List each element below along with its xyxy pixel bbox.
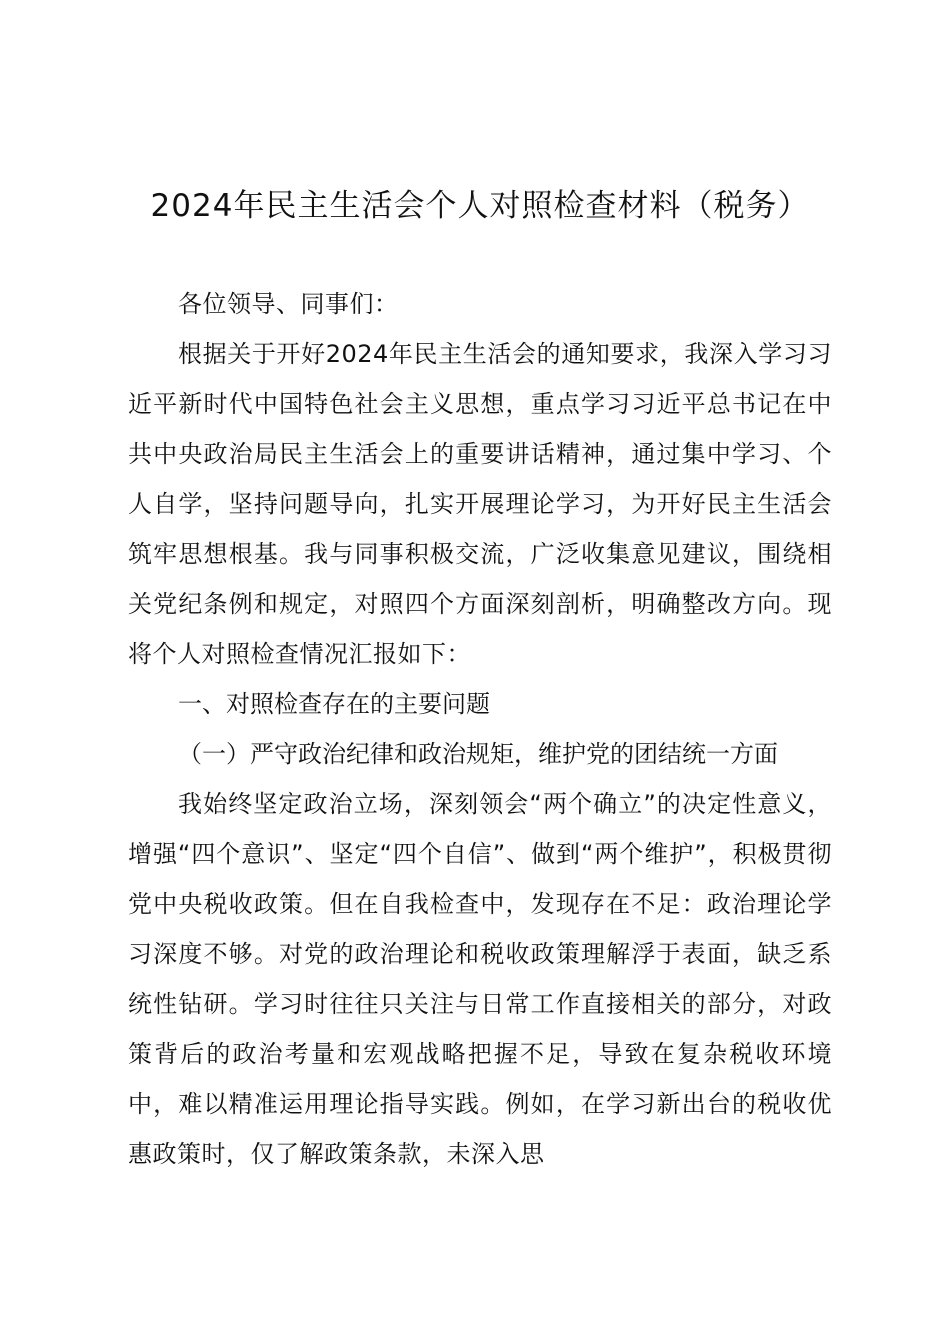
section-heading: 一、对照检查存在的主要问题 [178, 690, 490, 718]
subsection-heading: （一）严守政治纪律和政治规矩，维护党的团结统一方面 [178, 740, 778, 768]
salutation: 各位领导、同事们： [178, 290, 399, 318]
body-paragraph: 我始终坚定政治立场，深刻领会“两个确立”的决定性意义，增强“四个意识”、坚定“四个自信”、做到“两个维护”，积极贯彻党中央税收政策。但在自我检查中，发现存在不足：政治理论学习深度不够。对党的政治理论和税收政策理解浮于表面，缺乏系统性钻研。学习时往往只关注与日常工作直接相关的部分，对政策背后的政治考量和宏观战略把握不足，导致在复杂税收环境中，难以精准运用理论指导实践。例如，在学习新出台的税收优惠政策时，仅了解政策条款，未深入思 [128, 790, 832, 1168]
intro-paragraph: 根据关于开好2024年民主生活会的通知要求，我深入学习习近平新时代中国特色社会主义思想，重点学习习近平总书记在中共中央政治局民主生活会上的重要讲话精神，通过集中学习、个人自学，坚持问题导向，扎实开展理论学习，为开好民主生活会筑牢思想根基。我与同事积极交流，广泛收集意见建议，围绕相关党纪条例和规定，对照四个方面深刻剖析，明确整改方向。现将个人对照检查情况汇报如下： [128, 340, 832, 668]
document-body [128, 279, 832, 1179]
document-title: 2024年民主生活会个人对照检查材料（税务） [150, 188, 810, 224]
